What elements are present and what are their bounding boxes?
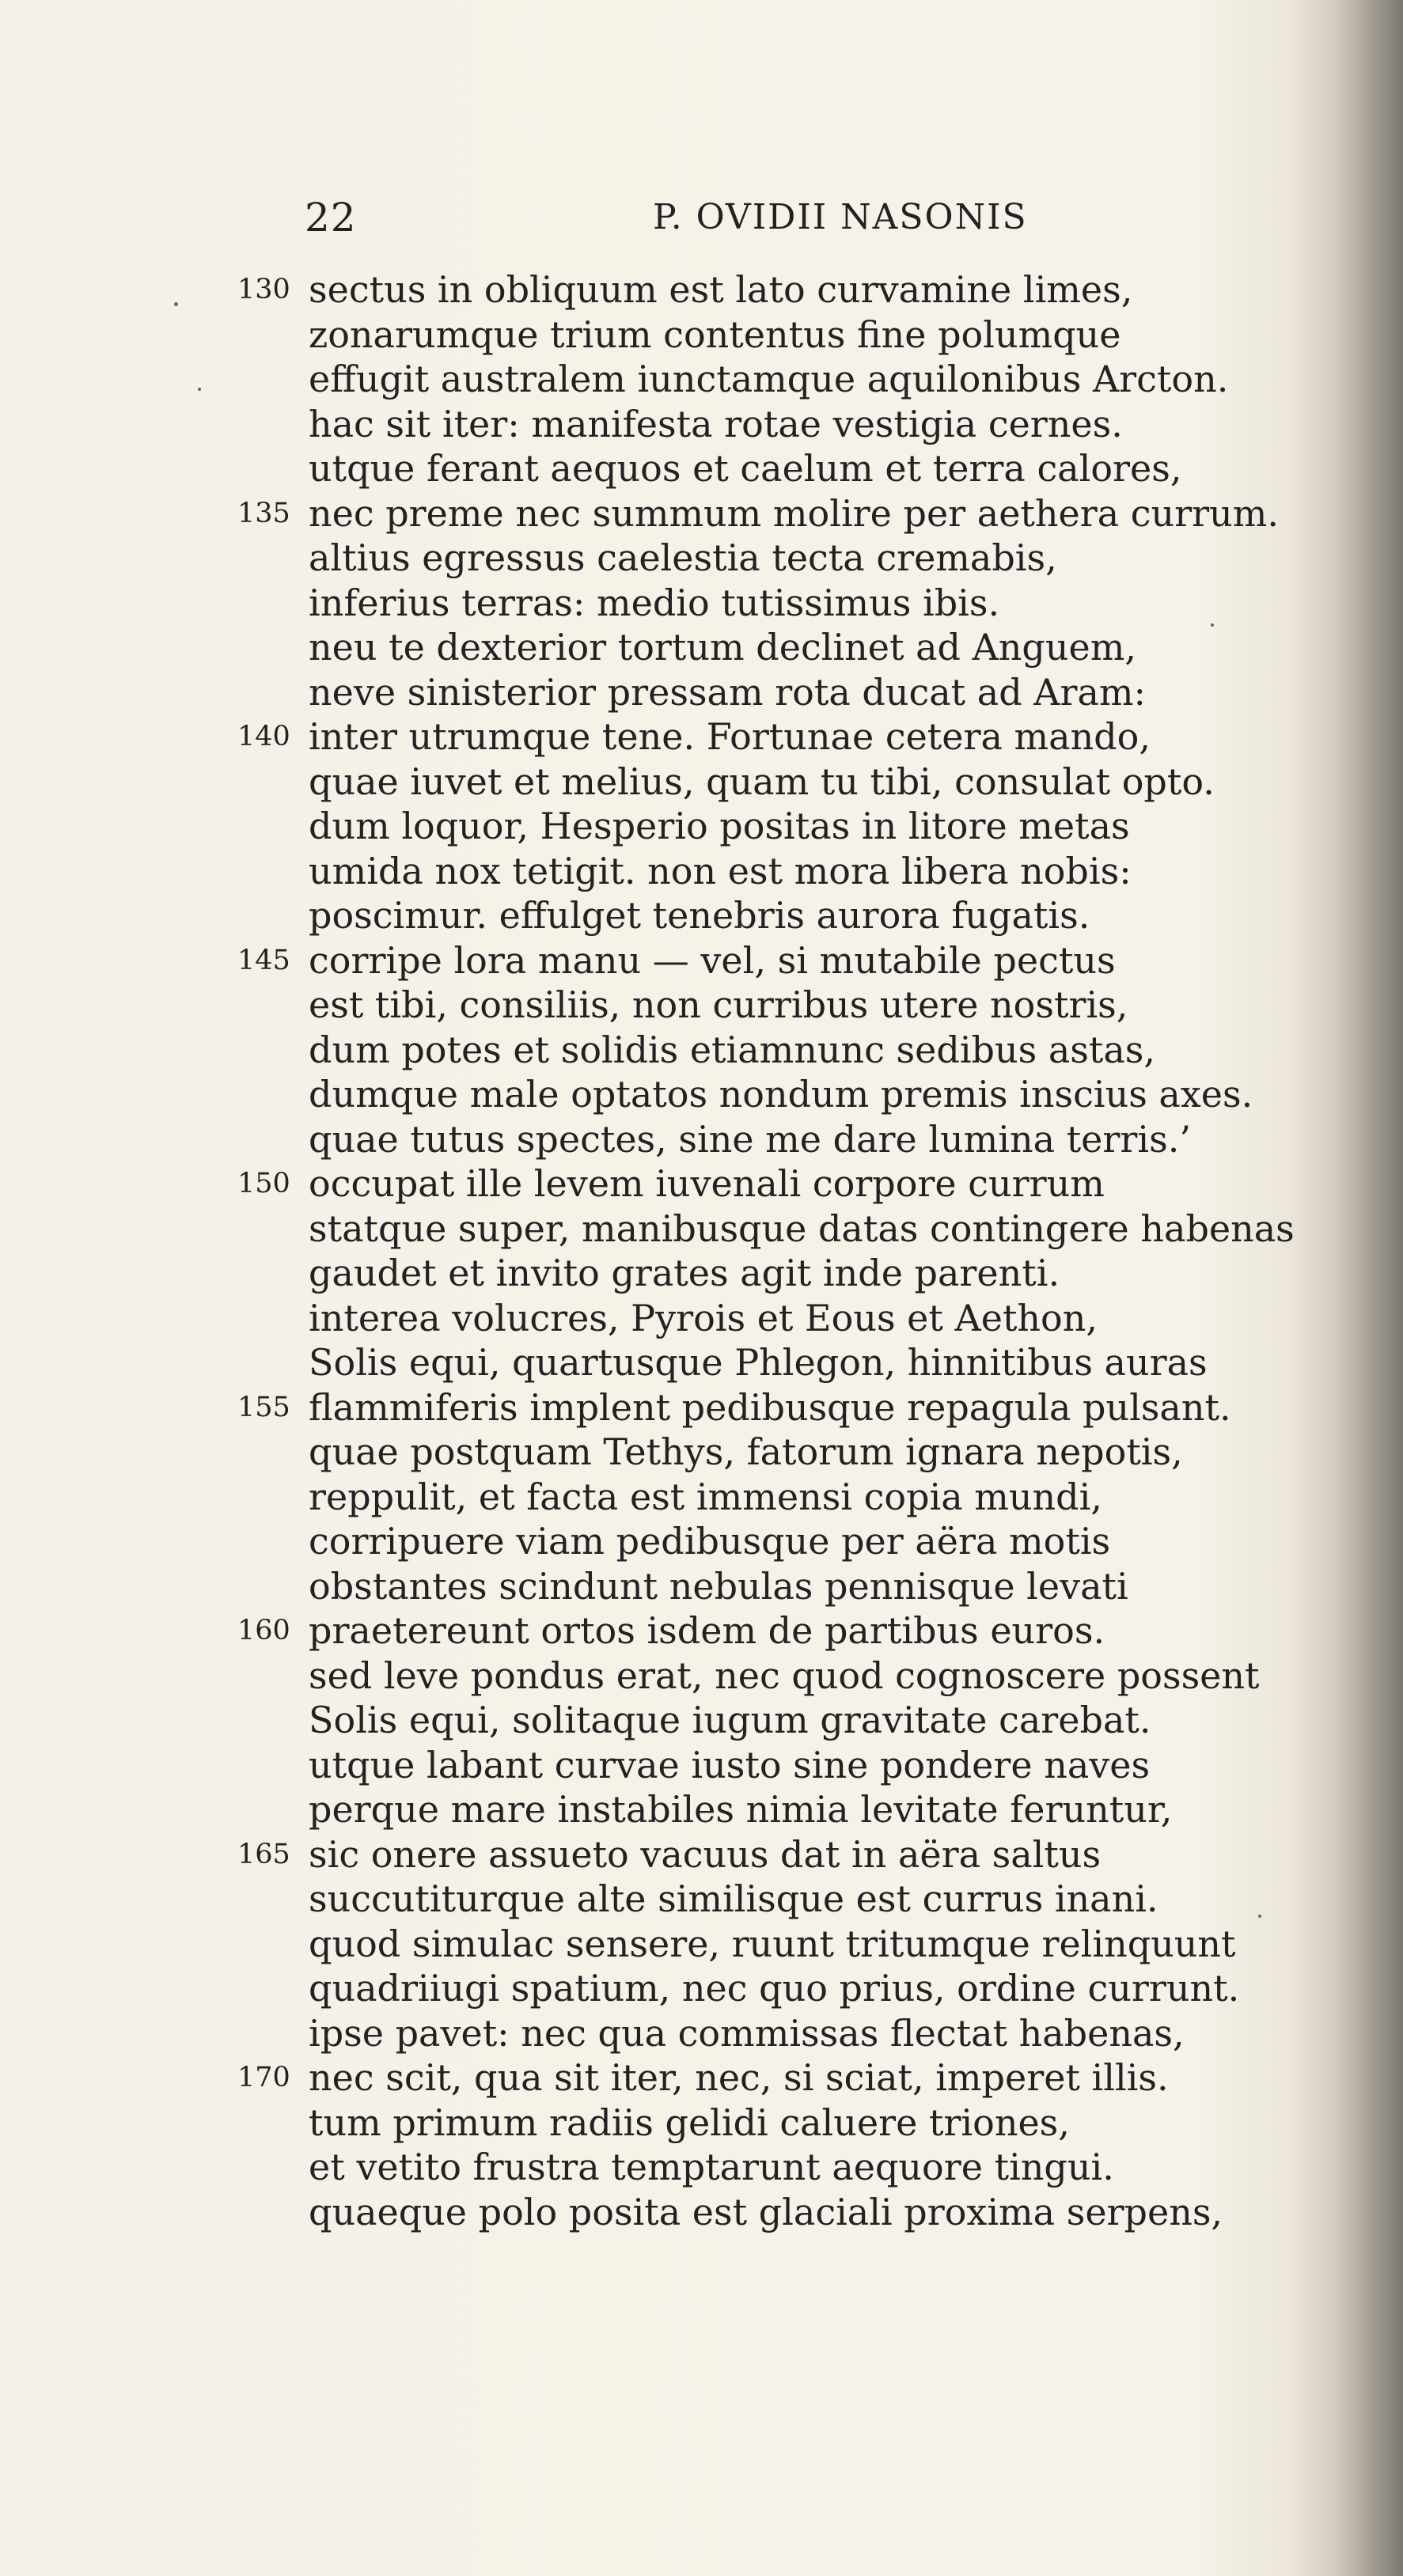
- ink-speck: [174, 302, 178, 306]
- verse-line: [0, 313, 1345, 358]
- verse-line: [0, 893, 1345, 938]
- ink-speck: [1258, 1915, 1261, 1918]
- line-text: inter utrumque tene. Fortunae cetera mando,: [309, 715, 1151, 758]
- verse-line: [0, 670, 1345, 715]
- line-text: quod simulac sensere, ruunt tritumque relinquunt: [309, 1922, 1236, 1965]
- line-text: effugit australem iunctamque aquilonibus Arcton.: [309, 358, 1229, 400]
- verse-line: [0, 714, 1345, 760]
- ink-speck: [198, 388, 201, 391]
- line-text: tum primum radiis gelidi caluere triones,: [309, 2101, 1070, 2144]
- ink-speck: [1211, 623, 1214, 627]
- verse-line: [0, 1654, 1345, 1699]
- verse-line: [0, 267, 1345, 313]
- verse-line: [0, 1072, 1345, 1117]
- verse-line: [0, 1519, 1345, 1564]
- line-text: quae iuvet et melius, quam tu tibi, consulat opto.: [309, 760, 1215, 803]
- line-number: 145: [237, 944, 290, 976]
- verse-line: [0, 536, 1345, 581]
- verse-line: [0, 1475, 1345, 1520]
- verse-line: [0, 1385, 1345, 1430]
- verse-line: [0, 357, 1345, 402]
- verse-line: [0, 1743, 1345, 1788]
- verse-line: [0, 1877, 1345, 1922]
- line-text: gaudet et invito grates agit inde parenti.: [309, 1252, 1060, 1294]
- line-text: reppulit, et facta est immensi copia mundi,: [309, 1475, 1102, 1518]
- line-number: 135: [237, 497, 290, 529]
- verse-line: [0, 2055, 1345, 2101]
- line-number: 150: [237, 1168, 290, 1199]
- verse-line: [0, 581, 1345, 626]
- verse-line: [0, 2190, 1345, 2235]
- line-text: zonarumque trium contentus fine polumque: [309, 313, 1121, 356]
- verse-line: [0, 1787, 1345, 1832]
- verse-line: [0, 446, 1345, 491]
- line-text: Solis equi, quartusque Phlegon, hinnitibus auras: [309, 1341, 1208, 1384]
- line-text: nec preme nec summum molire per aethera currum.: [309, 491, 1280, 535]
- line-text: inferius terras: medio tutissimus ibis.: [309, 581, 1000, 624]
- line-text: statque super, manibusque datas contingere habenas: [309, 1207, 1295, 1250]
- line-text: corripe lora manu — vel, si mutabile pectus: [309, 938, 1116, 982]
- line-text: utque ferant aequos et caelum et terra calores,: [309, 447, 1182, 490]
- line-text: ipse pavet: nec qua commissas flectat habenas,: [309, 2011, 1185, 2055]
- line-text: praetereunt ortos isdem de partibus euros.: [309, 1609, 1105, 1652]
- line-text: utque labant curvae iusto sine pondere naves: [309, 1743, 1151, 1786]
- line-text: nec scit, qua sit iter, nec, si sciat, imperet illis.: [309, 2056, 1169, 2099]
- page-number: 22: [305, 195, 357, 241]
- line-text: interea volucres, Pyrois et Eous et Aethon,: [309, 1296, 1098, 1339]
- verse-line: [0, 491, 1345, 536]
- verse-line: [0, 983, 1345, 1028]
- running-head: [305, 190, 1033, 245]
- line-text: succutiturque alte similisque est currus inani.: [309, 1877, 1158, 1920]
- line-text: umida nox tetigit. non est mora libera nobis:: [309, 849, 1132, 892]
- verse-line: [0, 1922, 1345, 1967]
- verse-line: [0, 1296, 1345, 1341]
- line-text: sic onere assueto vacuus dat in aëra saltus: [309, 1832, 1102, 1876]
- line-text: quae postquam Tethys, fatorum ignara nepotis,: [309, 1430, 1183, 1473]
- line-text: et vetito frustra temptarunt aequore tingui.: [309, 2146, 1114, 2188]
- verse-line: [0, 1430, 1345, 1475]
- line-text: hac sit iter: manifesta rotae vestigia cernes.: [309, 402, 1123, 445]
- verse-line: [0, 1564, 1345, 1609]
- line-text: poscimur. effulget tenebris aurora fugatis.: [309, 894, 1090, 937]
- line-number: 160: [237, 1615, 290, 1646]
- line-text: dumque male optatos nondum premis inscius axes.: [309, 1073, 1253, 1116]
- line-text: dum loquor, Hesperio positas in litore metas: [309, 805, 1130, 847]
- line-text: neve sinisterior pressam rota ducat ad Aram:: [309, 670, 1147, 714]
- verse-line: [0, 849, 1345, 894]
- line-text: quae tutus spectes, sine me dare lumina terris.’: [309, 1117, 1191, 1161]
- verse-line: [0, 1117, 1345, 1162]
- line-number: 140: [237, 721, 290, 752]
- line-text: occupat ille levem iuvenali corpore currum: [309, 1162, 1105, 1205]
- line-text: sed leve pondus erat, nec quod cognoscere possent: [309, 1654, 1260, 1697]
- line-text: altius egressus caelestia tecta cremabis,: [309, 536, 1057, 579]
- verse-line: [0, 1698, 1345, 1743]
- line-number: 165: [237, 1838, 290, 1870]
- verse-line: [0, 1251, 1345, 1296]
- line-text: Solis equi, solitaque iugum gravitate carebat.: [309, 1699, 1151, 1741]
- verse-line: [0, 1608, 1345, 1654]
- running-title: P. OVIDII NASONIS: [653, 197, 1028, 237]
- verse-line: [0, 1207, 1345, 1252]
- verse-line: [0, 1028, 1345, 1073]
- line-text: quadriiugi spatium, nec quo prius, ordine currunt.: [309, 1967, 1240, 2010]
- line-text: dum potes et solidis etiamnunc sedibus astas,: [309, 1028, 1156, 1071]
- line-text: corripuere viam pedibusque per aëra motis: [309, 1520, 1111, 1563]
- verse-line: [0, 2011, 1345, 2056]
- line-text: perque mare instabiles nimia levitate feruntur,: [309, 1788, 1173, 1831]
- line-text: est tibi, consiliis, non curribus utere nostris,: [309, 983, 1128, 1026]
- line-text: flammiferis implent pedibusque repagula pulsant.: [309, 1385, 1231, 1429]
- verse-line: [0, 402, 1345, 447]
- verse-line: [0, 760, 1345, 805]
- verse-line: [0, 1832, 1345, 1877]
- line-text: neu te dexterior tortum declinet ad Anguem,: [309, 626, 1136, 669]
- line-number: 130: [237, 274, 290, 305]
- verse-line: [0, 1966, 1345, 2011]
- verse-line: [0, 804, 1345, 849]
- verse-line: [0, 1161, 1345, 1207]
- verse-line: [0, 938, 1345, 983]
- verse-line: [0, 625, 1345, 670]
- verse-line: [0, 1340, 1345, 1385]
- line-number: 155: [237, 1391, 290, 1423]
- line-text: quaeque polo posita est glaciali proxima serpens,: [309, 2190, 1223, 2233]
- verse-block: [0, 267, 1345, 2234]
- line-text: obstantes scindunt nebulas pennisque levati: [309, 1564, 1128, 1608]
- line-number: 170: [237, 2062, 290, 2093]
- line-text: sectus in obliquum est lato curvamine limes,: [309, 268, 1133, 311]
- verse-line: [0, 2145, 1345, 2190]
- verse-line: [0, 2101, 1345, 2146]
